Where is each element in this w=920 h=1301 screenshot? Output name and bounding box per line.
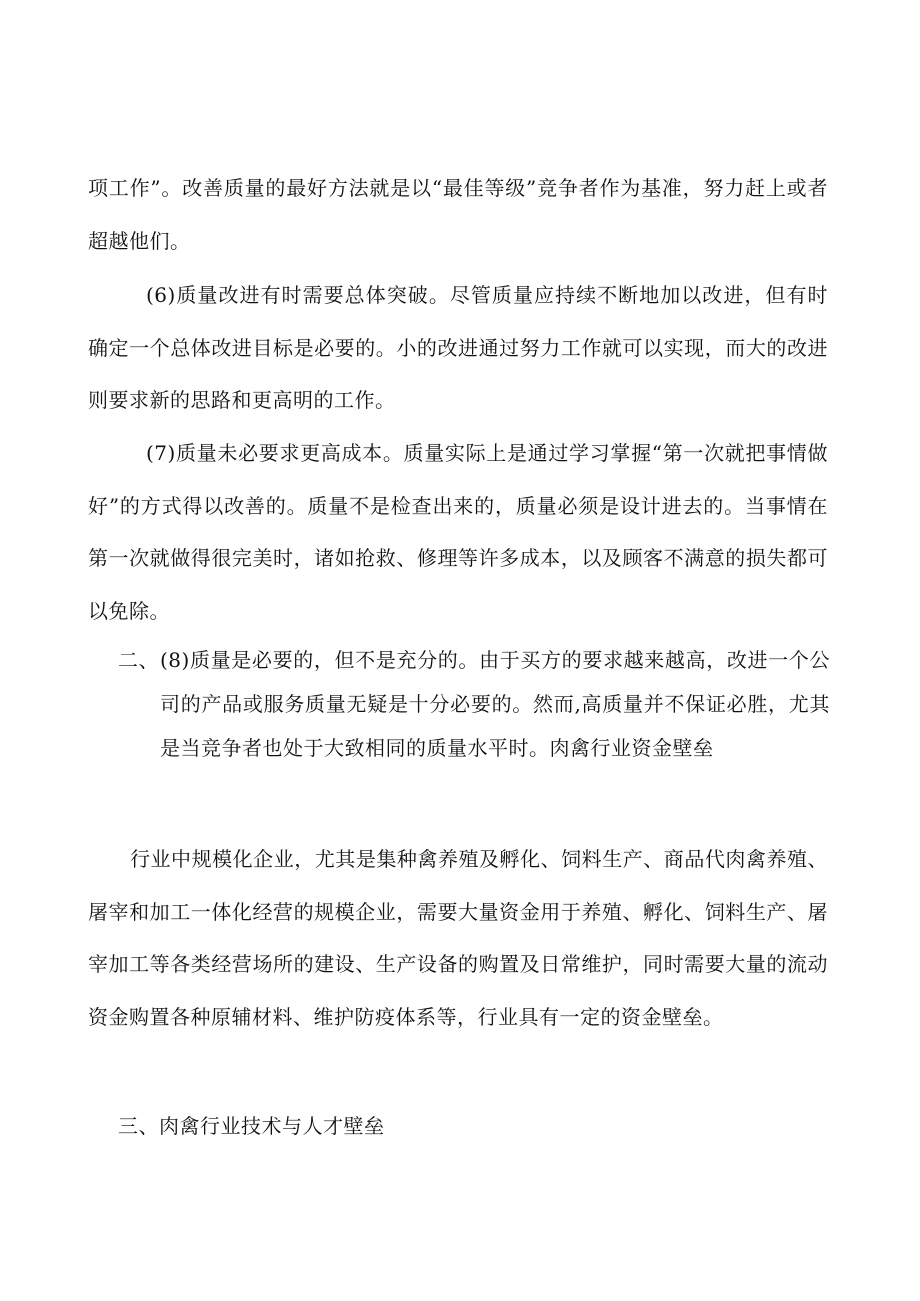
section-number-2: 二、 xyxy=(118,648,159,672)
section-heading-2 xyxy=(118,638,830,770)
paragraph-capital-barrier: 行业中规模化企业，尤其是集种禽养殖及孵化、饲料生产、商品代肉禽养殖、屠宰和加工一体化经营的规模企业，需要大量资金用于养殖、孵化、饲料生产、屠宰加工等各类经营场所的建设、生产设备的购置及日常维护，同时需要大量的流动资金购置各种原辅材料、维护防疫体系等，行业具有一定的资金壁垒。 xyxy=(88,847,828,1029)
section-heading-2-text: (8)质量是必要的，但不是充分的。由于买方的要求越来越高，改进一个公司的产品或服务质量无疑是十分必要的。然而,高质量并不保证必胜，尤其是当竞争者也处于大致相同的质量水平时。肉禽行业资金壁垒 xyxy=(160,648,830,760)
paragraph-item-6: (6)质量改进有时需要总体突破。尽管质量应持续不断地加以改进，但有时确定一个总体改进目标是必要的。小的改进通过努力工作就可以实现，而大的改进则要求新的思路和更高明的工作。 xyxy=(88,283,828,412)
paragraph-continuation: 项工作”。改善质量的最好方法就是以“最佳等级”竞争者作为基准，努力赶上或者超越他们。 xyxy=(88,176,828,253)
section-heading-3: 三、肉禽行业技术与人才壁垒 xyxy=(118,1114,385,1138)
paragraph-item-7: (7)质量未必要求更高成本。质量实际上是通过学习掌握“第一次就把事情做好”的方式得以改善的。质量不是检查出来的，质量必须是设计进去的。当事情在第一次就做得很完美时，诸如抢救、修理等许多成本，以及顾客不满意的损失都可以免除。 xyxy=(88,441,828,623)
